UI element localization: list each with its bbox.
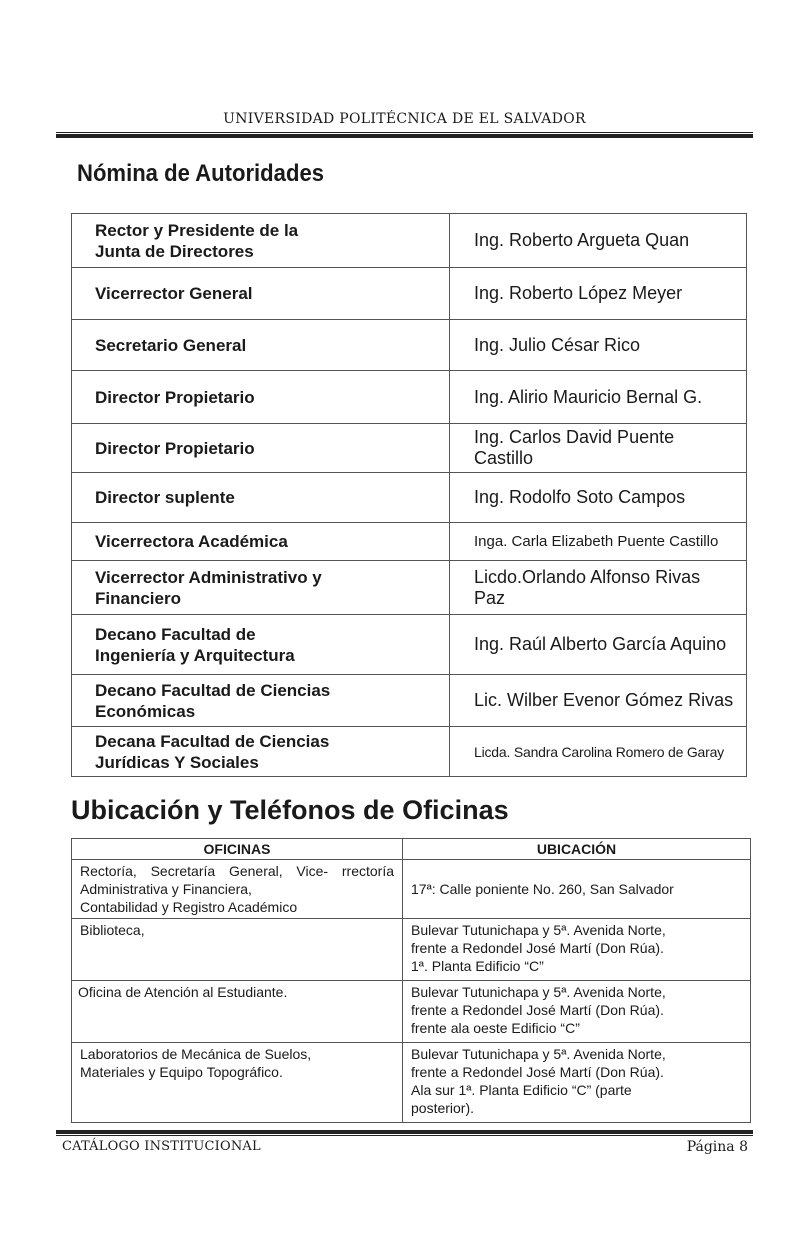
name-cell: Ing. Carlos David Puente Castillo <box>450 424 747 473</box>
role-line: Decana Facultad de Ciencias <box>95 731 330 751</box>
role-cell: Vicerrector General <box>72 268 450 320</box>
location-cell <box>403 981 751 1043</box>
role-line: Decano Facultad de Ciencias <box>95 680 331 700</box>
role-cell <box>72 214 450 268</box>
table-row <box>72 268 747 320</box>
role-cell <box>72 561 450 615</box>
role-line: Económicas <box>95 701 196 721</box>
column-header-office: OFICINAS <box>72 839 403 860</box>
location-line: Bulevar Tutunichapa y 5ª. Avenida Norte, <box>411 1046 666 1062</box>
authorities-table <box>71 213 747 777</box>
header-title: UNIVERSIDAD POLITÉCNICA DE EL SALVADOR <box>223 111 586 127</box>
role-line: Vicerrector Administrativo y <box>95 567 322 587</box>
name-cell: Ing. Alirio Mauricio Bernal G. <box>450 371 747 424</box>
role-line: Decano Facultad de <box>95 624 256 644</box>
table-row <box>72 615 747 675</box>
table-row <box>72 919 751 981</box>
table-row <box>72 424 747 473</box>
offices-heading: Ubicación y Teléfonos de Oficinas <box>71 795 509 825</box>
role-cell <box>72 615 450 675</box>
location-cell <box>403 1043 751 1123</box>
column-header-location: UBICACIÓN <box>403 839 751 860</box>
offices-table <box>71 838 751 1123</box>
authorities-heading: Nómina de Autoridades <box>77 160 325 187</box>
footer-rule-thick <box>56 1130 753 1134</box>
role-line: Junta de Directores <box>95 241 254 261</box>
name-cell: Inga. Carla Elizabeth Puente Castillo <box>450 523 747 561</box>
office-cell <box>72 1043 403 1123</box>
role-cell: Secretario General <box>72 320 450 371</box>
location-line: frente ala oeste Edificio “C” <box>411 1020 580 1036</box>
footer-catalog-label: CATÁLOGO INSTITUCIONAL <box>62 1139 261 1154</box>
name-cell: Ing. Roberto López Meyer <box>450 268 747 320</box>
table-row <box>72 214 747 268</box>
name-cell: Licda. Sandra Carolina Romero de Garay <box>450 727 747 777</box>
table-row <box>72 371 747 424</box>
location-line: 1ª. Planta Edificio “C” <box>411 958 544 974</box>
role-line: Financiero <box>95 588 181 608</box>
table-row <box>72 981 751 1043</box>
table-row <box>72 561 747 615</box>
name-cell: Ing. Rodolfo Soto Campos <box>450 473 747 523</box>
role-line: Rector y Presidente de la <box>95 220 299 240</box>
table-row <box>72 860 751 919</box>
footer-rule-thin <box>56 1135 753 1136</box>
location-cell: 17ª: Calle poniente No. 260, San Salvador <box>403 860 751 919</box>
table-row <box>72 675 747 727</box>
office-line: Laboratorios de Mecánica de Suelos, <box>80 1046 312 1062</box>
location-cell <box>403 919 751 981</box>
table-row <box>72 1043 751 1123</box>
role-cell: Director suplente <box>72 473 450 523</box>
name-cell: Lic. Wilber Evenor Gómez Rivas <box>450 675 747 727</box>
role-cell: Vicerrectora Académica <box>72 523 450 561</box>
office-line: Rectoría, Secretaría General, Vice- <box>80 863 329 879</box>
office-cell <box>72 860 403 919</box>
role-line: Ingeniería y Arquitectura <box>95 645 295 665</box>
office-cell: Biblioteca, <box>72 919 403 981</box>
table-row <box>72 523 747 561</box>
name-cell: Licdo.Orlando Alfonso Rivas Paz <box>450 561 747 615</box>
role-line: Jurídicas Y Sociales <box>95 752 259 772</box>
role-cell: Director Propietario <box>72 424 450 473</box>
header-rule-thick <box>56 134 753 138</box>
table-header-row <box>72 839 751 860</box>
role-cell <box>72 727 450 777</box>
page-number: Página 8 <box>686 1139 748 1155</box>
location-line: frente a Redondel José Martí (Don Rúa). <box>411 1002 664 1018</box>
location-line: frente a Redondel José Martí (Don Rúa). <box>411 1064 664 1080</box>
office-line: rrectoría Administrativa y Financiera, <box>80 863 394 897</box>
location-line: Bulevar Tutunichapa y 5ª. Avenida Norte, <box>411 922 666 938</box>
header-rule-thin <box>56 132 753 133</box>
name-cell: Ing. Raúl Alberto García Aquino <box>450 615 747 675</box>
location-line: Bulevar Tutunichapa y 5ª. Avenida Norte, <box>411 984 666 1000</box>
table-row <box>72 473 747 523</box>
office-line: Materiales y Equipo Topográfico. <box>80 1064 283 1080</box>
location-line: Ala sur 1ª. Planta Edificio “C” (parte <box>411 1082 632 1098</box>
table-row <box>72 320 747 371</box>
table-row <box>72 727 747 777</box>
role-cell <box>72 675 450 727</box>
location-line: posterior). <box>411 1100 475 1116</box>
office-line: Contabilidad y Registro Académico <box>80 899 298 915</box>
name-cell: Ing. Julio César Rico <box>450 320 747 371</box>
location-line: frente a Redondel José Martí (Don Rúa). <box>411 940 664 956</box>
office-cell: Oficina de Atención al Estudiante. <box>72 981 403 1043</box>
role-cell: Director Propietario <box>72 371 450 424</box>
name-cell: Ing. Roberto Argueta Quan <box>450 214 747 268</box>
